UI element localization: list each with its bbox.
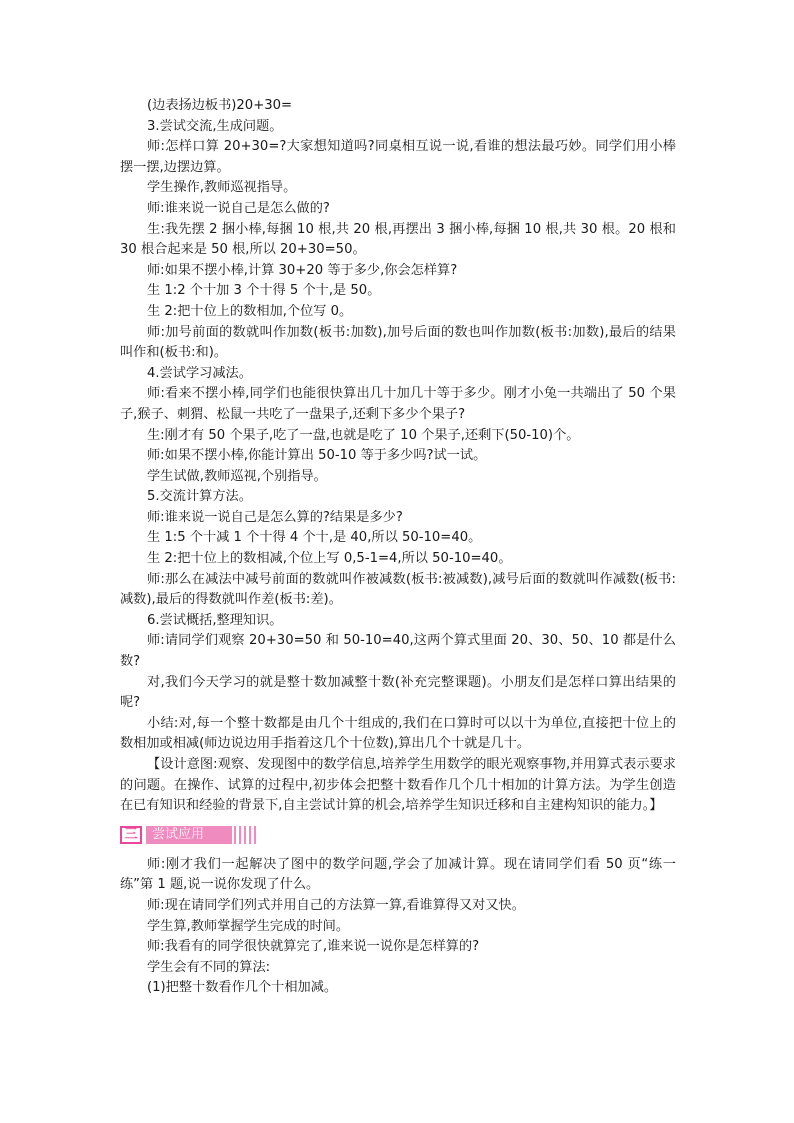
paragraph: 生 2:把十位上的数相加,个位写 0。	[147, 303, 353, 319]
paragraph: 5.交流计算方法。	[147, 489, 252, 505]
paragraph: (边表扬边板书)20+30=	[147, 98, 293, 113]
paragraph: 对,我们今天学习的就是整十数加减整十数(补充完整课题)。小朋友们是怎样口算出结果的呢?	[120, 674, 676, 711]
paragraph: 师:那么在减法中减号前面的数就叫作被减数(板书:被减数),减号后面的数就叫作减数(板书:减数),最后的得数就叫作差(板书:差)。	[120, 571, 676, 608]
paragraph: 师:现在请同学们列式并用自己的方法算一算,看谁算得又对又快。	[147, 897, 525, 913]
section-stripes-decoration	[234, 826, 264, 844]
paragraph: 师:请同学们观察 20+30=50 和 50-10=40,这两个算式里面 20、30、50、10 都是什么数?	[120, 633, 676, 670]
section-header	[120, 825, 262, 847]
paragraph: 4.尝试学习减法。	[147, 365, 252, 381]
paragraph: 6.尝试概括,整理知识。	[147, 612, 283, 628]
paragraph: 师:谁来说一说自己是怎么做的?	[147, 200, 330, 216]
paragraph: 师:我看有的同学很快就算完了,谁来说一说你是怎样算的?	[147, 939, 480, 955]
design-intent-paragraph: 【设计意图:观察、发现图中的数学信息,培养学生用数学的眼光观察事物,并用算式表示要求的问题。在操作、试算的过程中,初步体会把整十数看作几个几十相加的计算方法。为学生创造在已有知识和经验的背景下,自主尝试计算的机会,培养学生知识迁移和自主建构知识的能力。】	[120, 757, 676, 814]
paragraph: 生 1:2 个十加 3 个十得 5 个十,是 50。	[147, 283, 381, 299]
paragraph: 学生会有不同的算法:	[147, 959, 271, 975]
paragraph: 师:看来不摆小棒,同学们也能很快算出几十加几十等于多少。刚才小兔一共端出了 50 个果子,猴子、刺猬、松鼠一共吃了一盘果子,还剩下多少个果子?	[120, 386, 676, 422]
paragraph: 生:我先摆 2 捆小棒,每捆 10 根,共 20 根,再摆出 3 捆小棒,每捆 10 根,共 30 根。20 根和 30 根合起来是 50 根,所以 20+30=50。	[120, 221, 676, 258]
document-page	[120, 96, 676, 999]
paragraph: (1)把整十数看作几个十相加减。	[147, 980, 338, 996]
section-number: 三	[120, 826, 142, 844]
paragraph: 生 2:把十位上的数相减,个位上写 0,5-1=4,所以 50-10=40。	[147, 551, 512, 567]
paragraph: 学生操作,教师巡视指导。	[147, 180, 297, 196]
lesson-text-bottom	[120, 855, 676, 999]
paragraph: 师:谁来说一说自己是怎么算的?结果是多少?	[147, 509, 403, 525]
paragraph: 3.尝试交流,生成问题。	[147, 118, 283, 134]
paragraph: 生:刚才有 50 个果子,吃了一盘,也就是吃了 10 个果子,还剩下(50-10)个。	[147, 427, 580, 443]
paragraph: 小结:对,每一个整十数都是由几个十组成的,我们在口算时可以以十为单位,直接把十位上的数相加或相减(师边说边用手指着这几个十位数),算出几个十就是几十。	[120, 715, 676, 752]
paragraph: 学生试做,教师巡视,个别指导。	[147, 468, 327, 484]
paragraph: 师:刚才我们一起解决了图中的数学问题,学会了加减计算。现在请同学们看 50 页“练一练”第 1 题,说一说你发现了什么。	[120, 856, 676, 893]
paragraph: 学生算,教师掌握学生完成的时间。	[147, 918, 350, 934]
paragraph: 师:怎样口算 20+30=?大家想知道吗?同桌相互说一说,看谁的想法最巧妙。同学们用小棒摆一摆,边摆边算。	[120, 139, 676, 175]
paragraph: 生 1:5 个十减 1 个十得 4 个十,是 40,所以 50-10=40。	[147, 530, 482, 546]
paragraph: 师:如果不摆小棒,你能计算出 50-10 等于多少吗?试一试。	[147, 448, 487, 464]
lesson-text-top	[120, 96, 676, 817]
paragraph: 师:加号前面的数就叫作加数(板书:加数),加号后面的数也叫作加数(板书:加数),最后的结果叫作和(板书:和)。	[120, 324, 676, 361]
paragraph: 师:如果不摆小棒,计算 30+20 等于多少,你会怎样算?	[147, 262, 458, 278]
section-title: 尝试应用	[146, 826, 232, 844]
